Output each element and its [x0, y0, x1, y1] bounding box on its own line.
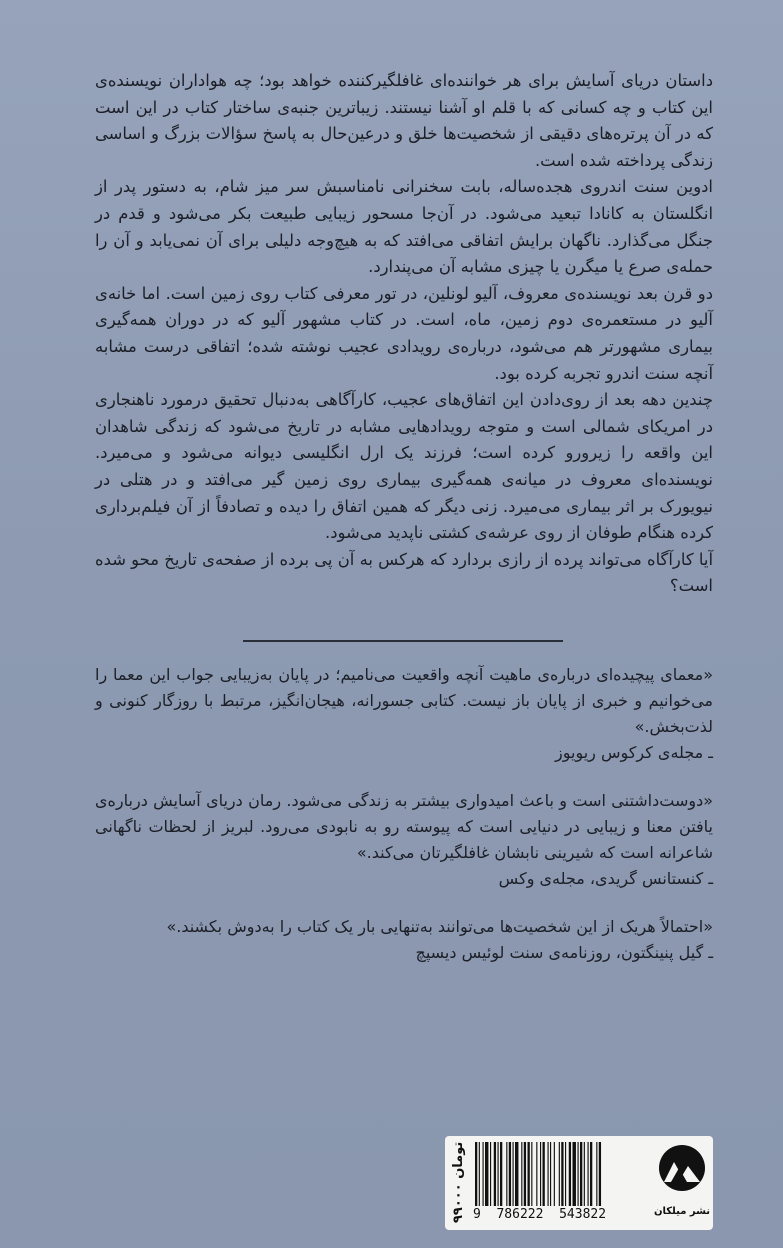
synopsis-paragraph-3: دو قرن بعد نویسنده‌ی معروف، آلیو لونلین، در تور معرفی کتاب روی زمین است. اما خانه‌ی آلیو در مستعمره‌ی دوم زمین، ماه، است. در کتاب مشهور آلیو که در دوران همه‌گیری بیماری مشهورتر هم می‌شود، درباره‌ی رویدادی عجیب نوشته شده؛ اتفاقی درست مشابه آنچه سنت اندرو تجربه کرده بود.	[95, 283, 713, 383]
review-source-1: ـ مجله‌ی کرکوس ریویوز	[555, 742, 713, 762]
publisher-logo-icon	[657, 1142, 707, 1202]
review-quote-3: «احتمالاً هریک از این شخصیت‌ها می‌توانند به‌تنهایی بار یک کتاب را به‌دوش بکشند.»	[166, 916, 713, 936]
synopsis-paragraph-2: ادوین سنت اندروی هجده‌ساله، بابت سخنرانی نامناسبش سر میز شام، به دستور پدر از انگلستان به کانادا تبعید می‌شود. در آن‌جا مسحور زیبایی طبیعت بکر می‌شود و قدم در جنگل می‌گذارد. ناگهان برایش اتفاقی می‌افتد که به هیچ‌وجه دلیلی برای آن نمی‌یابد و آن را حمله‌ی صرع یا میگرن یا چیزی مشابه آن می‌پندارد.	[95, 177, 713, 277]
synopsis-paragraph-1: داستان دریای آسایش برای هر خواننده‌ای غافلگیرکننده خواهد بود؛ چه هواداران نویسنده‌ی این کتاب و چه کسانی که با قلم او آشنا نیستند. زیباترین جنبه‌ی ساختار کتاب در این است که در آن پرتره‌های دقیقی از شخصیت‌ها خلق و درعین‌حال به پاسخ سؤالات بزرگ و اساسی زندگی پرداخته شده است.	[95, 71, 713, 170]
back-cover-text	[95, 68, 713, 988]
barcode-panel	[445, 1136, 713, 1230]
barcode-digits-group-1: 786222	[496, 1207, 544, 1222]
review-quote-2: «دوست‌داشتنی است و باعث امیدواری بیشتر به زندگی می‌شود. رمان دریای آسایش درباره‌ی یافتن معنا و زیبایی در دنیایی است که پیوسته رو به نابودی می‌رود. لبریز از لحظات ناگهانی شاعرانه است که شیرینی نابشان غافلگیرتان می‌کند.»	[95, 790, 713, 862]
barcode-digits-group-2: 543822	[559, 1207, 607, 1222]
price-label: ۹۹۰۰۰ تومان	[451, 1141, 466, 1223]
synopsis-paragraph-5: آیا کارآگاه می‌تواند پرده از رازی بردارد که هرکس به آن پی برده از صفحه‌ی تاریخ محو شده است؟	[95, 549, 713, 596]
divider-line	[243, 640, 563, 642]
barcode-digits	[473, 1207, 653, 1222]
barcode-bars	[475, 1142, 650, 1206]
review-quote-1: «معمای پیچیده‌ای درباره‌ی ماهیت آنچه واقعیت می‌نامیم؛ در پایان به‌زیبایی جواب این معما را می‌خوانیم و خبری از پایان باز نیست. کتابی جسورانه، هیجان‌انگیز، مرتبط با روزگار کنونی و لذت‌بخش.»	[95, 664, 713, 736]
synopsis-paragraph-4: چندین دهه بعد از روی‌دادن این اتفاق‌های عجیب، کارآگاهی به‌دنبال تحقیق درمورد ناهنجاری در امریکای شمالی است و متوجه رویدادهایی مشابه در تاریخ می‌شود که زندگی شاهدان این واقعه را زیرورو کرده است؛ فرزند یک ارل انگلیسی دیوانه می‌شود و می‌میرد. نویسنده‌ای معروف در میانه‌ی همه‌گیری بیماری روی زمین گیر می‌افتد و در هتلی در نیویورک بر اثر بیماری می‌میرد. زنی دیگر که همین اتفاق را دیده و تصادفاً از آن فیلم‌برداری کرده هنگام طوفان از روی عرشه‌ی کشتی ناپدید می‌شود.	[95, 390, 713, 543]
review-source-3: ـ گیل پنینگتون، روزنامه‌ی سنت لوئیس دیسپچ	[415, 942, 713, 962]
publisher-name: نشر میلکان	[653, 1206, 711, 1217]
review-source-2: ـ کنستانس گریدی، مجله‌ی وکس	[498, 868, 713, 888]
barcode-digit-lead: 9	[473, 1207, 481, 1222]
